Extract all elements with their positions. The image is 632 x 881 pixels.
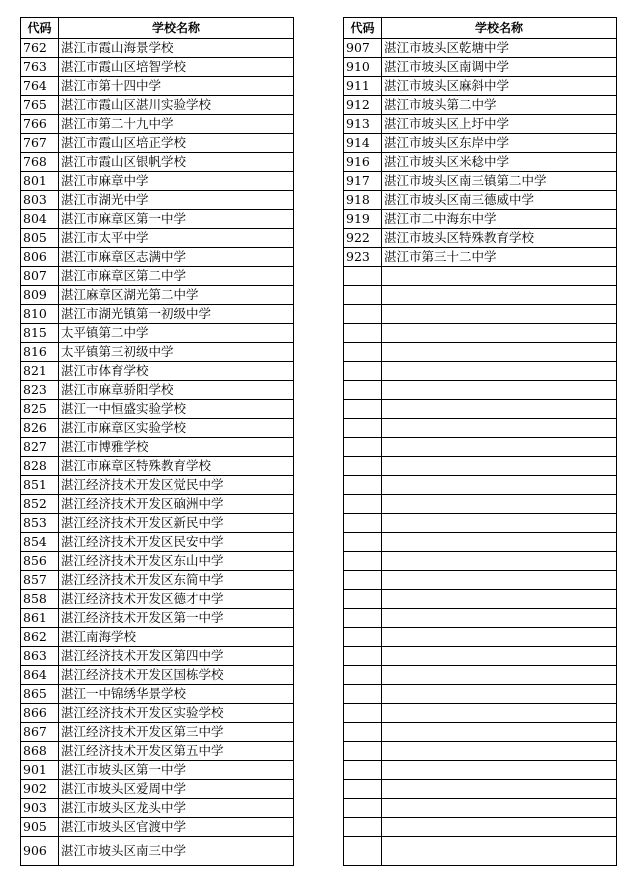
school-name: 湛江市湖光镇第一初级中学 <box>59 305 294 324</box>
school-code <box>344 362 382 381</box>
school-name <box>382 419 617 438</box>
school-name <box>382 286 617 305</box>
school-code: 766 <box>21 115 59 134</box>
school-name: 湛江经济技术开发区民安中学 <box>59 533 294 552</box>
school-code: 901 <box>21 761 59 780</box>
school-name <box>382 457 617 476</box>
school-table-right <box>343 17 617 866</box>
school-name: 湛江市坡头区米稔中学 <box>382 153 617 172</box>
school-name: 湛江经济技术开发区第五中学 <box>59 742 294 761</box>
table-row <box>21 476 294 495</box>
school-name: 湛江市坡头区官渡中学 <box>59 818 294 837</box>
school-name <box>382 514 617 533</box>
school-name: 太平镇第三初级中学 <box>59 343 294 362</box>
school-code: 801 <box>21 172 59 191</box>
table-row <box>344 590 617 609</box>
school-code: 852 <box>21 495 59 514</box>
school-code <box>344 590 382 609</box>
table-row <box>344 115 617 134</box>
school-code: 863 <box>21 647 59 666</box>
table-row <box>344 495 617 514</box>
header-row <box>21 18 294 39</box>
table-row <box>344 704 617 723</box>
school-code: 913 <box>344 115 382 134</box>
school-name: 湛江市第十四中学 <box>59 77 294 96</box>
school-name <box>382 742 617 761</box>
table-row <box>21 514 294 533</box>
school-code: 857 <box>21 571 59 590</box>
school-name <box>382 381 617 400</box>
table-row <box>21 761 294 780</box>
school-code <box>344 419 382 438</box>
school-name <box>382 343 617 362</box>
table-row <box>344 552 617 571</box>
school-code: 825 <box>21 400 59 419</box>
table-row <box>21 115 294 134</box>
school-table-left <box>20 17 294 866</box>
table-row <box>21 571 294 590</box>
school-code <box>344 628 382 647</box>
school-name <box>382 704 617 723</box>
school-name: 湛江市坡头区东岸中学 <box>382 134 617 153</box>
school-code: 823 <box>21 381 59 400</box>
school-code: 815 <box>21 324 59 343</box>
school-code: 821 <box>21 362 59 381</box>
school-code <box>344 742 382 761</box>
school-code: 763 <box>21 58 59 77</box>
school-code: 809 <box>21 286 59 305</box>
school-name: 湛江市坡头区第一中学 <box>59 761 294 780</box>
header-school-name: 学校名称 <box>59 18 294 39</box>
table-row <box>344 39 617 58</box>
school-code: 816 <box>21 343 59 362</box>
school-name: 湛江市博雅学校 <box>59 438 294 457</box>
school-name: 湛江市湖光中学 <box>59 191 294 210</box>
school-code <box>344 837 382 866</box>
school-code <box>344 514 382 533</box>
school-code: 827 <box>21 438 59 457</box>
school-code: 902 <box>21 780 59 799</box>
table-row <box>344 343 617 362</box>
table-row <box>344 419 617 438</box>
school-code <box>344 723 382 742</box>
school-name: 湛江市坡头区龙头中学 <box>59 799 294 818</box>
school-code <box>344 438 382 457</box>
school-code <box>344 267 382 286</box>
school-code: 922 <box>344 229 382 248</box>
table-row <box>344 609 617 628</box>
school-name: 湛江市体育学校 <box>59 362 294 381</box>
school-name <box>382 476 617 495</box>
school-code <box>344 343 382 362</box>
school-name: 湛江市麻章区第一中学 <box>59 210 294 229</box>
table-row <box>21 191 294 210</box>
table-row <box>21 818 294 837</box>
table-row <box>344 571 617 590</box>
table-row <box>21 419 294 438</box>
table-row <box>21 381 294 400</box>
table-row <box>21 153 294 172</box>
table-row <box>21 438 294 457</box>
school-code <box>344 685 382 704</box>
school-name: 湛江市坡头第二中学 <box>382 96 617 115</box>
school-name: 湛江市麻章区实验学校 <box>59 419 294 438</box>
table-row <box>344 514 617 533</box>
school-name: 湛江经济技术开发区德才中学 <box>59 590 294 609</box>
school-code: 764 <box>21 77 59 96</box>
school-name: 湛江市霞山区培智学校 <box>59 58 294 77</box>
school-name <box>382 666 617 685</box>
school-name <box>382 685 617 704</box>
school-name: 湛江市坡头区南三镇第二中学 <box>382 172 617 191</box>
school-name <box>382 324 617 343</box>
table-row <box>344 58 617 77</box>
table-row <box>21 324 294 343</box>
table-row <box>344 172 617 191</box>
school-name: 湛江市坡头区乾塘中学 <box>382 39 617 58</box>
school-name: 湛江市太平中学 <box>59 229 294 248</box>
school-code: 856 <box>21 552 59 571</box>
school-name <box>382 628 617 647</box>
school-code: 810 <box>21 305 59 324</box>
school-name: 湛江市坡头区上圩中学 <box>382 115 617 134</box>
school-code: 768 <box>21 153 59 172</box>
table-row <box>21 590 294 609</box>
table-row <box>344 723 617 742</box>
school-code: 865 <box>21 685 59 704</box>
school-code: 765 <box>21 96 59 115</box>
table-row <box>344 134 617 153</box>
school-name: 湛江市坡头区特殊教育学校 <box>382 229 617 248</box>
table-row <box>21 96 294 115</box>
header-code: 代码 <box>21 18 59 39</box>
table-row <box>344 229 617 248</box>
table-row <box>344 381 617 400</box>
school-name: 湛江市麻章骄阳学校 <box>59 381 294 400</box>
school-code: 919 <box>344 210 382 229</box>
school-name: 湛江市霞山区培正学校 <box>59 134 294 153</box>
school-code: 864 <box>21 666 59 685</box>
school-name: 湛江南海学校 <box>59 628 294 647</box>
school-code: 911 <box>344 77 382 96</box>
table-row <box>21 533 294 552</box>
school-name <box>382 552 617 571</box>
school-name <box>382 780 617 799</box>
school-name <box>382 818 617 837</box>
school-code <box>344 305 382 324</box>
table-row <box>344 248 617 267</box>
school-name: 湛江市第二十九中学 <box>59 115 294 134</box>
school-name: 湛江市坡头区麻斜中学 <box>382 77 617 96</box>
table-row <box>21 267 294 286</box>
school-code <box>344 780 382 799</box>
table-row <box>21 647 294 666</box>
school-code <box>344 476 382 495</box>
school-code: 807 <box>21 267 59 286</box>
table-row <box>21 77 294 96</box>
school-name: 湛江市霞山海景学校 <box>59 39 294 58</box>
school-name: 湛江经济技术开发区第四中学 <box>59 647 294 666</box>
table-row <box>21 362 294 381</box>
school-code: 767 <box>21 134 59 153</box>
school-code: 912 <box>344 96 382 115</box>
school-name <box>382 799 617 818</box>
school-name: 湛江市麻章区第二中学 <box>59 267 294 286</box>
school-code: 804 <box>21 210 59 229</box>
table-row <box>21 248 294 267</box>
table-row <box>344 476 617 495</box>
school-name <box>382 267 617 286</box>
school-name: 湛江经济技术开发区国栋学校 <box>59 666 294 685</box>
table-row <box>344 153 617 172</box>
school-name <box>382 495 617 514</box>
school-code: 907 <box>344 39 382 58</box>
school-code <box>344 381 382 400</box>
school-name <box>382 438 617 457</box>
school-code: 828 <box>21 457 59 476</box>
table-row <box>21 305 294 324</box>
school-code: 867 <box>21 723 59 742</box>
school-code: 826 <box>21 419 59 438</box>
school-code: 858 <box>21 590 59 609</box>
school-code: 853 <box>21 514 59 533</box>
school-name: 湛江一中锦绣华景学校 <box>59 685 294 704</box>
school-code: 905 <box>21 818 59 837</box>
table-row <box>344 685 617 704</box>
school-code: 762 <box>21 39 59 58</box>
school-name <box>382 533 617 552</box>
school-name <box>382 362 617 381</box>
school-code: 910 <box>344 58 382 77</box>
header-code: 代码 <box>344 18 382 39</box>
school-code: 854 <box>21 533 59 552</box>
table-row <box>344 400 617 419</box>
school-name <box>382 647 617 666</box>
school-code <box>344 799 382 818</box>
table-row <box>344 267 617 286</box>
table-row <box>344 647 617 666</box>
school-name: 湛江经济技术开发区第一中学 <box>59 609 294 628</box>
school-name <box>382 400 617 419</box>
table-row <box>21 39 294 58</box>
school-name: 湛江经济技术开发区新民中学 <box>59 514 294 533</box>
school-name <box>382 571 617 590</box>
school-name: 湛江市麻章区志满中学 <box>59 248 294 267</box>
table-row <box>344 780 617 799</box>
school-code: 917 <box>344 172 382 191</box>
school-code: 806 <box>21 248 59 267</box>
school-name <box>382 590 617 609</box>
school-code: 918 <box>344 191 382 210</box>
school-name: 湛江经济技术开发区硇洲中学 <box>59 495 294 514</box>
school-code <box>344 609 382 628</box>
table-row <box>344 286 617 305</box>
school-code: 923 <box>344 248 382 267</box>
school-code <box>344 571 382 590</box>
table-row <box>21 628 294 647</box>
table-row <box>344 761 617 780</box>
table-row <box>21 609 294 628</box>
school-name: 太平镇第二中学 <box>59 324 294 343</box>
table-row <box>21 780 294 799</box>
table-row <box>21 666 294 685</box>
table-row <box>344 324 617 343</box>
table-row <box>21 457 294 476</box>
school-name <box>382 837 617 866</box>
table-row <box>21 343 294 362</box>
table-row <box>21 704 294 723</box>
school-name: 湛江市麻章中学 <box>59 172 294 191</box>
school-name: 湛江市霞山区湛川实验学校 <box>59 96 294 115</box>
school-code: 862 <box>21 628 59 647</box>
school-code: 914 <box>344 134 382 153</box>
school-name: 湛江经济技术开发区第三中学 <box>59 723 294 742</box>
school-code <box>344 761 382 780</box>
school-code <box>344 286 382 305</box>
table-row <box>21 58 294 77</box>
table-row <box>344 837 617 866</box>
school-code <box>344 457 382 476</box>
table-row <box>21 172 294 191</box>
school-code <box>344 495 382 514</box>
school-name <box>382 305 617 324</box>
school-name: 湛江市二中海东中学 <box>382 210 617 229</box>
school-code: 916 <box>344 153 382 172</box>
table-row <box>344 533 617 552</box>
school-code <box>344 400 382 419</box>
table-row <box>21 210 294 229</box>
school-code: 805 <box>21 229 59 248</box>
school-code: 906 <box>21 837 59 866</box>
table-row <box>21 400 294 419</box>
table-row <box>21 685 294 704</box>
school-code: 803 <box>21 191 59 210</box>
school-name: 湛江经济技术开发区实验学校 <box>59 704 294 723</box>
table-row <box>21 134 294 153</box>
table-row <box>344 362 617 381</box>
school-name: 湛江经济技术开发区东山中学 <box>59 552 294 571</box>
table-row <box>21 799 294 818</box>
table-row <box>344 742 617 761</box>
school-code <box>344 647 382 666</box>
school-name <box>382 723 617 742</box>
school-name: 湛江市第三十二中学 <box>382 248 617 267</box>
table-row <box>344 96 617 115</box>
table-row <box>344 191 617 210</box>
school-code <box>344 533 382 552</box>
table-row <box>344 818 617 837</box>
table-row <box>21 723 294 742</box>
table-row <box>344 210 617 229</box>
school-code: 861 <box>21 609 59 628</box>
school-code <box>344 818 382 837</box>
table-row <box>21 552 294 571</box>
school-code <box>344 704 382 723</box>
school-name: 湛江经济技术开发区觉民中学 <box>59 476 294 495</box>
table-row <box>21 742 294 761</box>
school-code <box>344 666 382 685</box>
table-row <box>344 666 617 685</box>
table-row <box>344 305 617 324</box>
header-row <box>344 18 617 39</box>
table-row <box>344 77 617 96</box>
school-name: 湛江市霞山区银帆学校 <box>59 153 294 172</box>
school-name: 湛江市麻章区特殊教育学校 <box>59 457 294 476</box>
header-school-name: 学校名称 <box>382 18 617 39</box>
school-name: 湛江一中恒盛实验学校 <box>59 400 294 419</box>
table-row <box>21 837 294 866</box>
table-row <box>21 229 294 248</box>
table-row <box>344 438 617 457</box>
school-name: 湛江市坡头区南调中学 <box>382 58 617 77</box>
school-code: 851 <box>21 476 59 495</box>
school-name <box>382 761 617 780</box>
table-row <box>344 457 617 476</box>
school-code: 903 <box>21 799 59 818</box>
table-row <box>21 495 294 514</box>
school-code <box>344 552 382 571</box>
school-name: 湛江麻章区湖光第二中学 <box>59 286 294 305</box>
table-row <box>344 799 617 818</box>
school-code: 866 <box>21 704 59 723</box>
school-name: 湛江市坡头区南三中学 <box>59 837 294 866</box>
school-code: 868 <box>21 742 59 761</box>
school-name: 湛江市坡头区南三德威中学 <box>382 191 617 210</box>
table-row <box>344 628 617 647</box>
school-name: 湛江经济技术开发区东简中学 <box>59 571 294 590</box>
school-name: 湛江市坡头区爱周中学 <box>59 780 294 799</box>
school-name <box>382 609 617 628</box>
school-code <box>344 324 382 343</box>
table-row <box>21 286 294 305</box>
